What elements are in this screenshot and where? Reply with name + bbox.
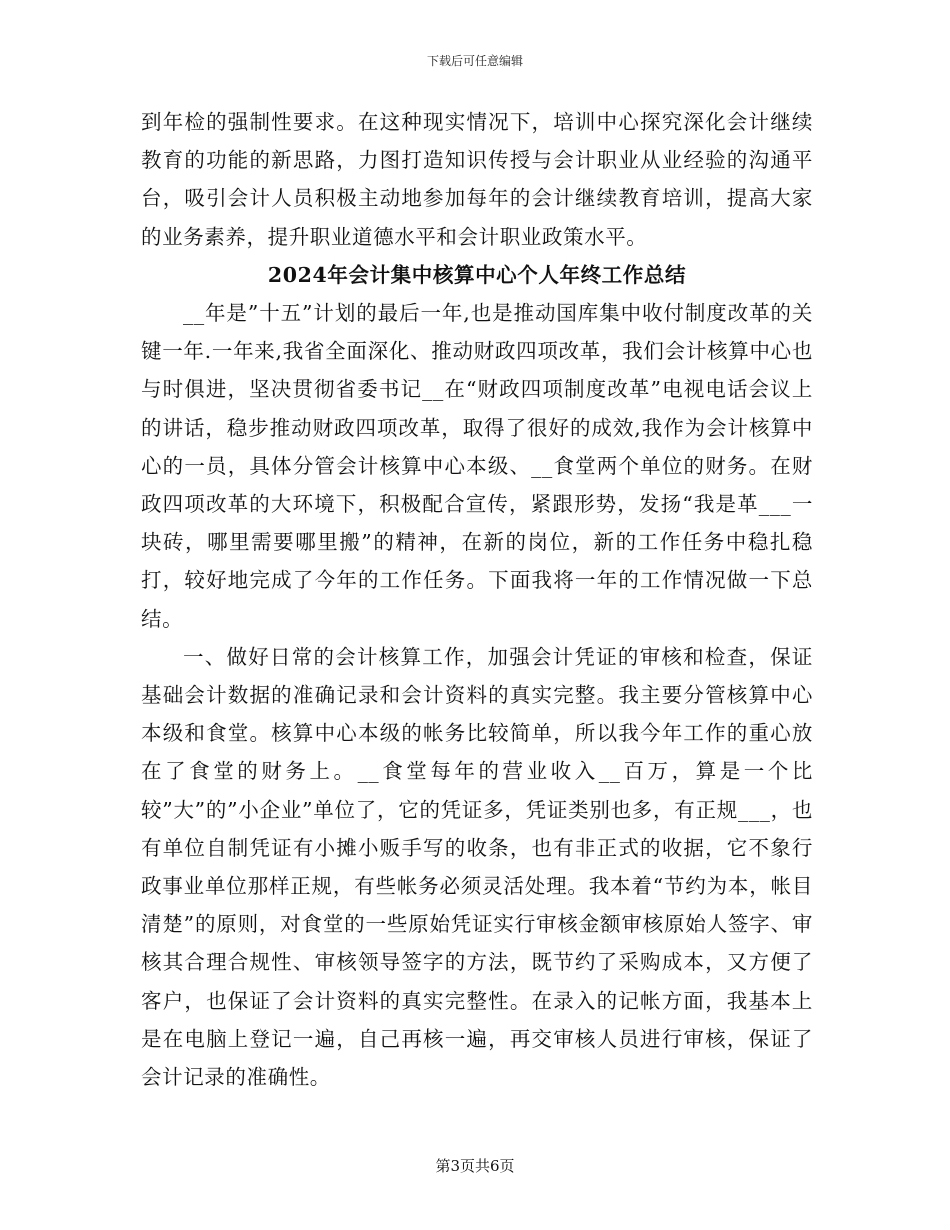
document-body <box>141 103 813 1096</box>
paragraph-continuation: 到年检的强制性要求。在这种现实情况下，培训中心探究深化会计继续教育的功能的新思路，力图打造知识传授与会计职业从业经验的沟通平台，吸引会计人员积极主动地参加每年的会计继续教育培训，提高大家的业务素养，提升职业道德水平和会计职业政策水平。 <box>141 110 813 249</box>
paragraph-intro: __年是”十五”计划的最后一年,也是推动国库集中收付制度改革的关键一年.一年来,我省全面深化、推动财政四项改革，我们会计核算中心也与时俱进，坚决贯彻省委书记__在“财政四项制度改革”电视电话会议上的讲话，稳步推动财政四项改革，取得了很好的成效,我作为会计核算中心的一员，具体分管会计核算中心本级、__食堂两个单位的财务。在财政四项改革的大环境下，积极配合宣传，紧跟形势，发扬“我是革___一块砖，哪里需要哪里搬”的精神，在新的岗位，新的工作任务中稳扎稳打，较好地完成了今年的工作任务。下面我将一年的工作情况做一下总结。 <box>141 301 813 631</box>
document-title: 2024年会计集中核算中心个人年终工作总结 <box>267 262 687 287</box>
paragraph-section-one: 一、做好日常的会计核算工作，加强会计凭证的审核和检查，保证基础会计数据的准确记录和会计资料的真实完整。我主要分管核算中心本级和食堂。核算中心本级的帐务比较简单，所以我今年工作的重心放在了食堂的财务上。__食堂每年的营业收入__百万，算是一个比较”大”的”小企业”单位了，它的凭证多，凭证类别也多，有正规___，也有单位自制凭证有小摊小贩手写的收条，也有非正式的收据，它不象行政事业单位那样正规，有些帐务必须灵活处理。我本着“节约为本，帐目清楚”的原则，对食堂的一些原始凭证实行审核金额审核原始人签字、审核其合理合规性、审核领导签字的方法，既节约了采购成本，又方便了客户，也保证了会计资料的真实完整性。在录入的记帐方面，我基本上是在电脑上登记一遍，自己再核一遍，再交审核人员进行审核，保证了会计记录的准确性。 <box>141 644 813 1090</box>
page-header: 下载后可任意编辑 <box>426 54 523 68</box>
page-footer: 第3页共6页 <box>435 1157 515 1175</box>
